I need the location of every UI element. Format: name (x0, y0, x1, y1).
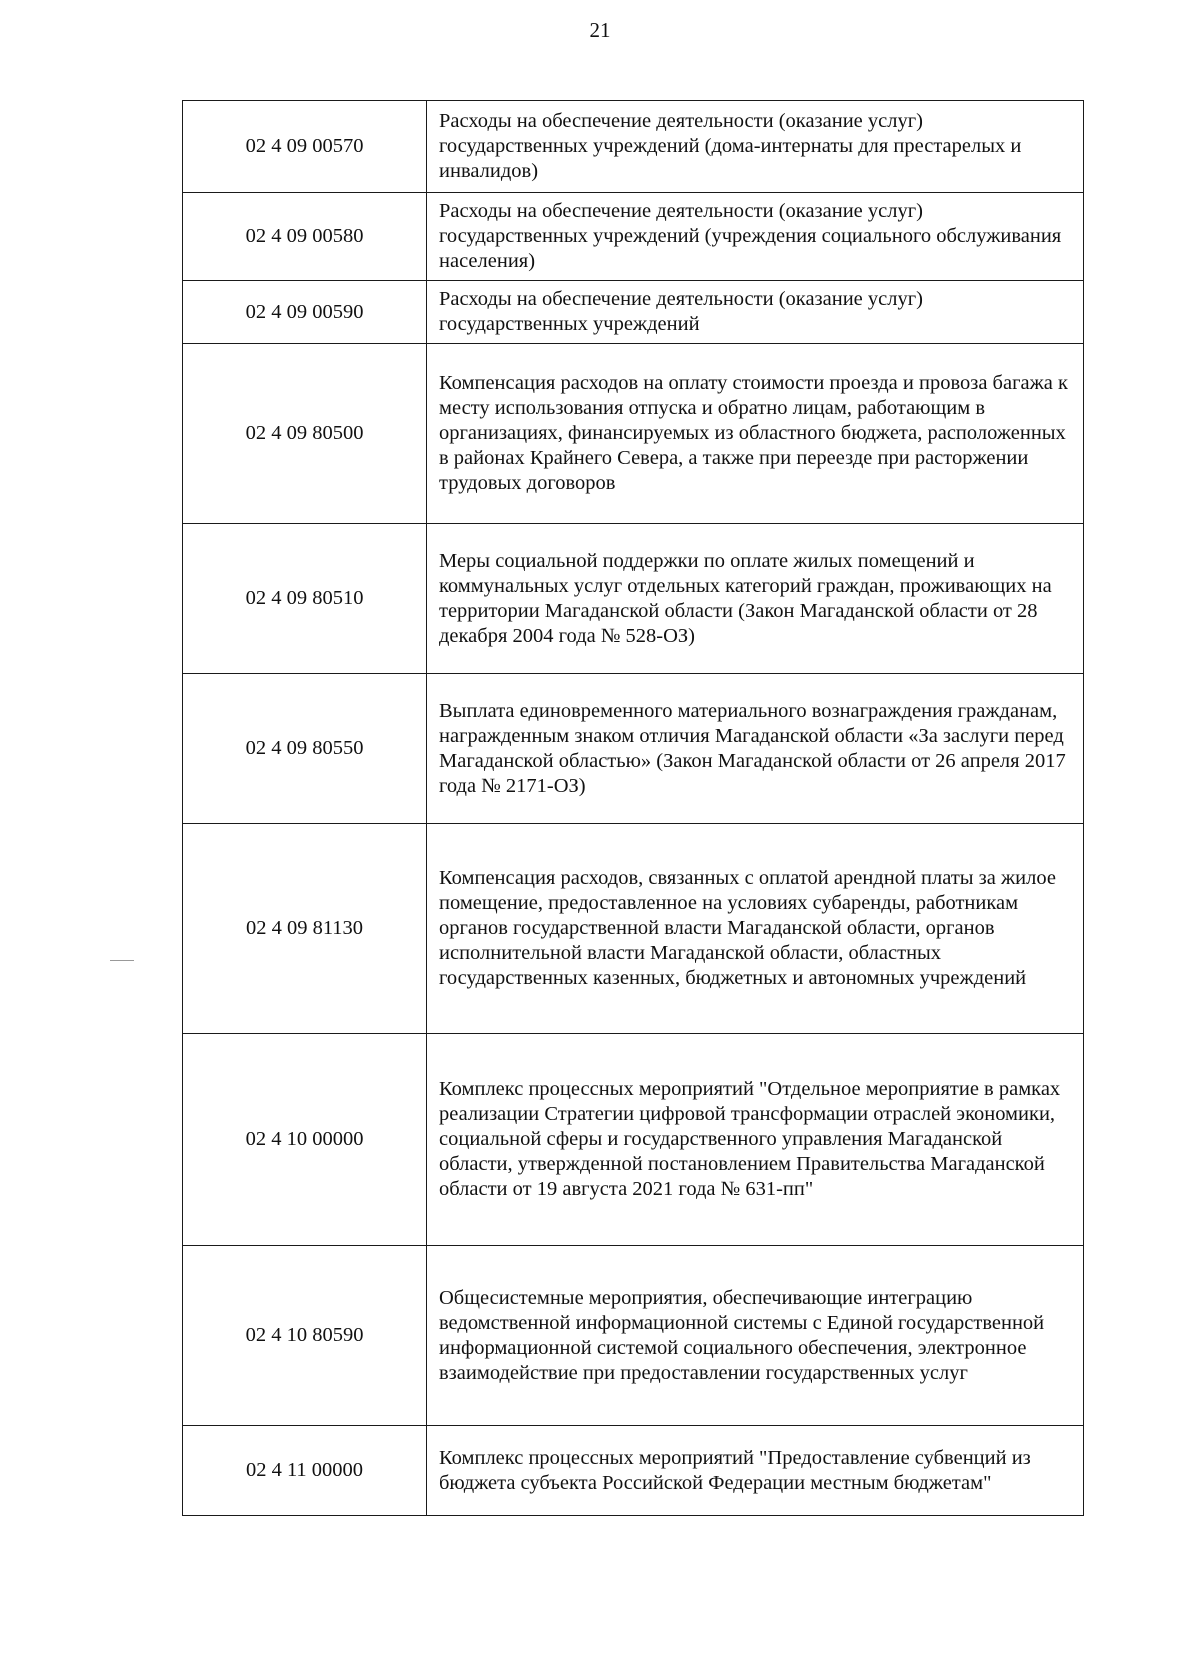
row-code: 02 4 09 81130 (183, 824, 427, 1034)
row-description: Меры социальной поддержки по оплате жилых помещений и коммунальных услуг отдельных категорий граждан, проживающих на территории Магаданской области (Закон Магаданской области от 28 декабря 2004 года № 528-ОЗ) (427, 524, 1084, 674)
table-row (183, 193, 1084, 281)
page-number: 21 (589, 18, 611, 42)
row-description: Расходы на обеспечение деятельности (оказание услуг) государственных учреждений (427, 281, 1084, 344)
table-row (183, 344, 1084, 524)
row-description: Общесистемные мероприятия, обеспечивающие интеграцию ведомственной информационной системы с Единой государственной информационной системой социального обеспечения, электронное взаимодействие при предоставлении государственных услуг (427, 1246, 1084, 1426)
table-row (183, 1034, 1084, 1246)
row-code: 02 4 10 00000 (183, 1034, 427, 1246)
row-description: Выплата единовременного материального вознаграждения гражданам, награжденным знаком отличия Магаданской области «За заслуги перед Магаданской областью» (Закон Магаданской области от 26 апреля 2017 года № 2171-ОЗ) (427, 674, 1084, 824)
row-description: Компенсация расходов на оплату стоимости проезда и провоза багажа к месту использования отпуска и обратно лицам, работающим в организациях, финансируемых из областного бюджета, расположенных в районах Крайнего Севера, а также при переезде при расторжении трудовых договоров (427, 344, 1084, 524)
budget-classification-table (182, 100, 1084, 1516)
row-code: 02 4 09 80500 (183, 344, 427, 524)
table-row (183, 1426, 1084, 1516)
table-row (183, 101, 1084, 193)
row-description: Комплекс процессных мероприятий "Предоставление субвенций из бюджета субъекта Российской Федерации местным бюджетам" (427, 1426, 1084, 1516)
row-code: 02 4 09 00590 (183, 281, 427, 344)
row-description: Комплекс процессных мероприятий "Отдельное мероприятие в рамках реализации Стратегии цифровой трансформации отраслей экономики, социальной сферы и государственного управления Магаданской области, утвержденной постановлением Правительства Магаданской области от 19 августа 2021 года № 631-пп" (427, 1034, 1084, 1246)
row-code: 02 4 10 80590 (183, 1246, 427, 1426)
row-code: 02 4 09 80550 (183, 674, 427, 824)
row-code: 02 4 09 00580 (183, 193, 427, 281)
table-row (183, 824, 1084, 1034)
row-description: Компенсация расходов, связанных с оплатой арендной платы за жилое помещение, предоставленное на условиях субаренды, работникам органов государственной власти Магаданской области, органов исполнительной власти Магаданской области, областных государственных казенных, бюджетных и автономных учреждений (427, 824, 1084, 1034)
scan-mark (110, 960, 134, 961)
row-description: Расходы на обеспечение деятельности (оказание услуг) государственных учреждений (дома-интернаты для престарелых и инвалидов) (427, 101, 1084, 193)
row-code: 02 4 09 00570 (183, 101, 427, 193)
row-code: 02 4 09 80510 (183, 524, 427, 674)
row-code: 02 4 11 00000 (183, 1426, 427, 1516)
table-row (183, 281, 1084, 344)
table-row (183, 1246, 1084, 1426)
row-description: Расходы на обеспечение деятельности (оказание услуг) государственных учреждений (учреждения социального обслуживания населения) (427, 193, 1084, 281)
table-row (183, 524, 1084, 674)
table-row (183, 674, 1084, 824)
